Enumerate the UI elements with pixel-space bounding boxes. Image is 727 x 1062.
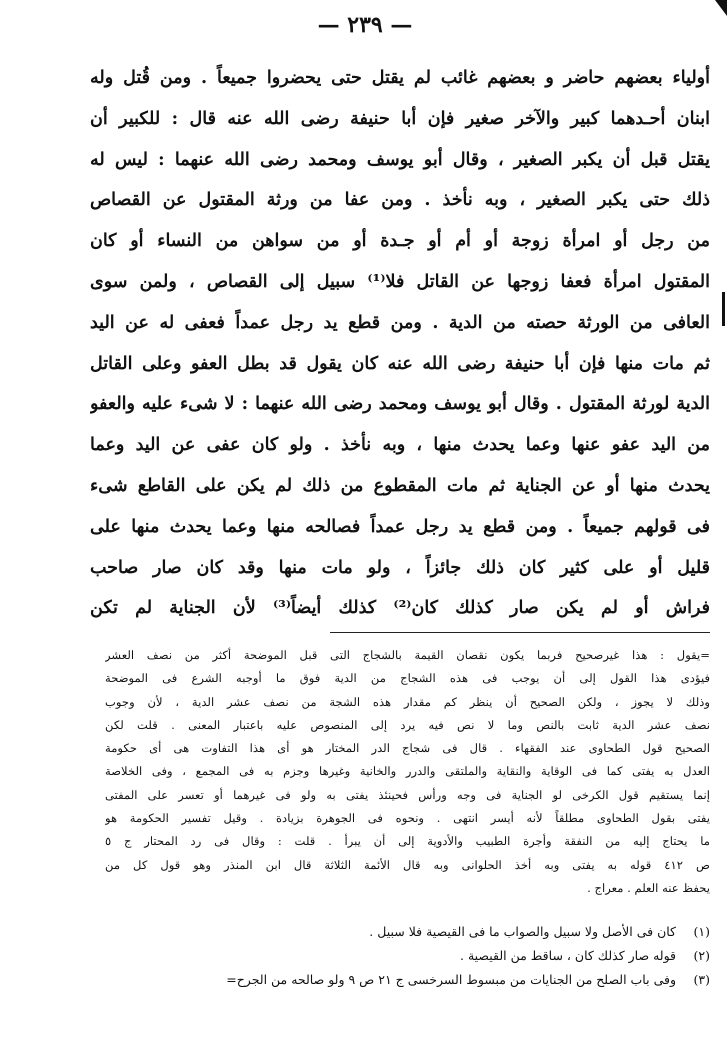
- commentary-line: الصحيح قول الطحاوى عند الفقهاء . قال فى شجاج الدر المختار هو أى هذا التفاوت هى أى حكومة: [105, 741, 710, 756]
- reference-note: [105, 920, 710, 944]
- body-line: ثم مات منها فإن أبا حنيفة رضى الله عنه كان يقول قد بطل العفو وعلى القاتل: [90, 353, 710, 374]
- body-line: فراش أو لم يكن صار كذلك كان⁽²⁾ كذلك أيضاً⁽³⁾ لأن الجناية لم تكن: [90, 598, 710, 619]
- reference-number: (٢): [693, 948, 710, 963]
- body-line: يقتل قبل أن يكبر الصغير ، وقال أبو يوسف ومحمد رضى الله عنهما : ليس له: [90, 149, 710, 170]
- commentary-line: نصف عشر الدية ثابت بالنص وما لا نص فيه يرد إلى المنصوص عليه باعتبار المعنى . قلت لكن: [105, 717, 710, 732]
- commentary-line: العدل به يفتى كما فى الوقاية والنقاية والملتقى والدرر والخانية وغيرها وجزم به فى المجمع ، وفى الخلاصة: [105, 764, 710, 779]
- commentary-line: فيؤدى هذا القول إلى أن يوجب فى هذه الشجاج من الدية فوق ما أوجبه الشرع فى الموضحة: [105, 671, 710, 686]
- reference-number: (١): [693, 924, 710, 939]
- reference-note: [105, 944, 710, 968]
- commentary-line: يفتى بقول الطحاوى مطلقاً لأنه أيسر انتهى . ونحوه فى الجوهرة بزيادة . وقيل تفسير الحكومة هو: [105, 811, 710, 826]
- commentary-line: =يقول : هذا غيرصحيح فربما يكون نقصان القيمة بالشجاج التى قبل الموضحة أكثر من نصف العشر: [105, 648, 710, 662]
- commentary-footnote: [105, 644, 710, 900]
- body-line: أولياء بعضهم حاضر و بعضهم غائب لم يقتل حتى يحضروا جميعاً . ومن قُتل وله: [90, 68, 710, 88]
- body-line: ابنان أحـدهما كبير والآخر صغير فإن أبا حنيفة رضى الله عنه قال : للكبير أن: [90, 108, 710, 129]
- reference-text: قوله صار كذلك كان ، ساقط من القيصية .: [460, 948, 677, 963]
- body-line: من اليد عفو عنها وعما يحدث منها ، وبه نأخذ . ولو كان عفى عن اليد وعما: [90, 435, 710, 456]
- commentary-line: إنما يستقيم قول الكرخى لو الجناية فى وجه ورأس فحينئذ يفتى به ولو فى غيرهما أو تعسر على المفتى: [105, 787, 710, 802]
- commentary-line: ص ٤١٢ قوله به يفتى وبه أخذ الحلوانى وبه قال الأئمة الثلاثة قال ابن المنذر وهو قول كل من: [105, 857, 710, 872]
- commentary-line: ما يحتاج إليه من النفقة وأجرة الطبيب والأدوية إلى أن يبرأ . قلت : وقال فى رد المحتار ج ٥: [105, 834, 710, 849]
- footnote-divider: [330, 632, 710, 633]
- commentary-line: يحفظ عنه العلم . معراج .: [587, 880, 710, 895]
- scan-edge-mark: [722, 292, 725, 326]
- commentary-line: وذلك لا يجوز ، ولكن الصحيح أن ينظر كم مقدار هذه الشجة من نصف عشر الدية ، لأن وجوب: [105, 694, 710, 709]
- body-line: الدية لورثة المقتول . وقال أبو يوسف ومحمد رضى الله عنهما : لا شىء عليه والعفو: [90, 394, 710, 415]
- body-line: ذلك حتى يكبر الصغير ، وبه نأخذ . ومن عفا من ورثة المقتول عن القصاص: [90, 190, 710, 211]
- reference-text: وفى باب الصلح من الجنايات من مبسوط السرخسى ج ٢١ ص ٩ ولو صالحه من الجرح=: [226, 972, 677, 987]
- body-line: من رجل أو امرأة زوجة أو أم أو جـدة أو من سواهن من النساء أو كان: [90, 231, 710, 252]
- reference-notes: [105, 920, 710, 992]
- reference-text: كان فى الأصل ولا سبيل والصواب ما فى القيصية فلا سبيل .: [369, 924, 677, 939]
- body-line: العافى من الورثة حصته من الدية . ومن قطع يد رجل عمداً فعفى له عن اليد: [90, 312, 710, 333]
- main-body-text: [90, 58, 710, 629]
- body-line: يحدث منها أو عن الجناية ثم مات المقطوع من ذلك لم يكن على القاطع شىء: [90, 475, 710, 496]
- scan-corner-mark: [715, 0, 727, 16]
- body-line: قليل أو على كثير كان ذلك جائزاً ، ولو مات منها وقد كان صار صاحب: [90, 557, 710, 578]
- reference-number: (٣): [693, 972, 710, 987]
- reference-note: [105, 968, 710, 992]
- body-line: المقتول امرأة فعفا زوجها عن القاتل فلا⁽¹⁾ سبيل إلى القصاص ، ولمن سوى: [90, 271, 710, 292]
- page-number: — ٢٣٩ —: [317, 12, 413, 38]
- body-line: فى قولهم جميعاً . ومن قطع يد رجل عمداً فصالحه منها وعما يحدث منها على: [90, 516, 710, 537]
